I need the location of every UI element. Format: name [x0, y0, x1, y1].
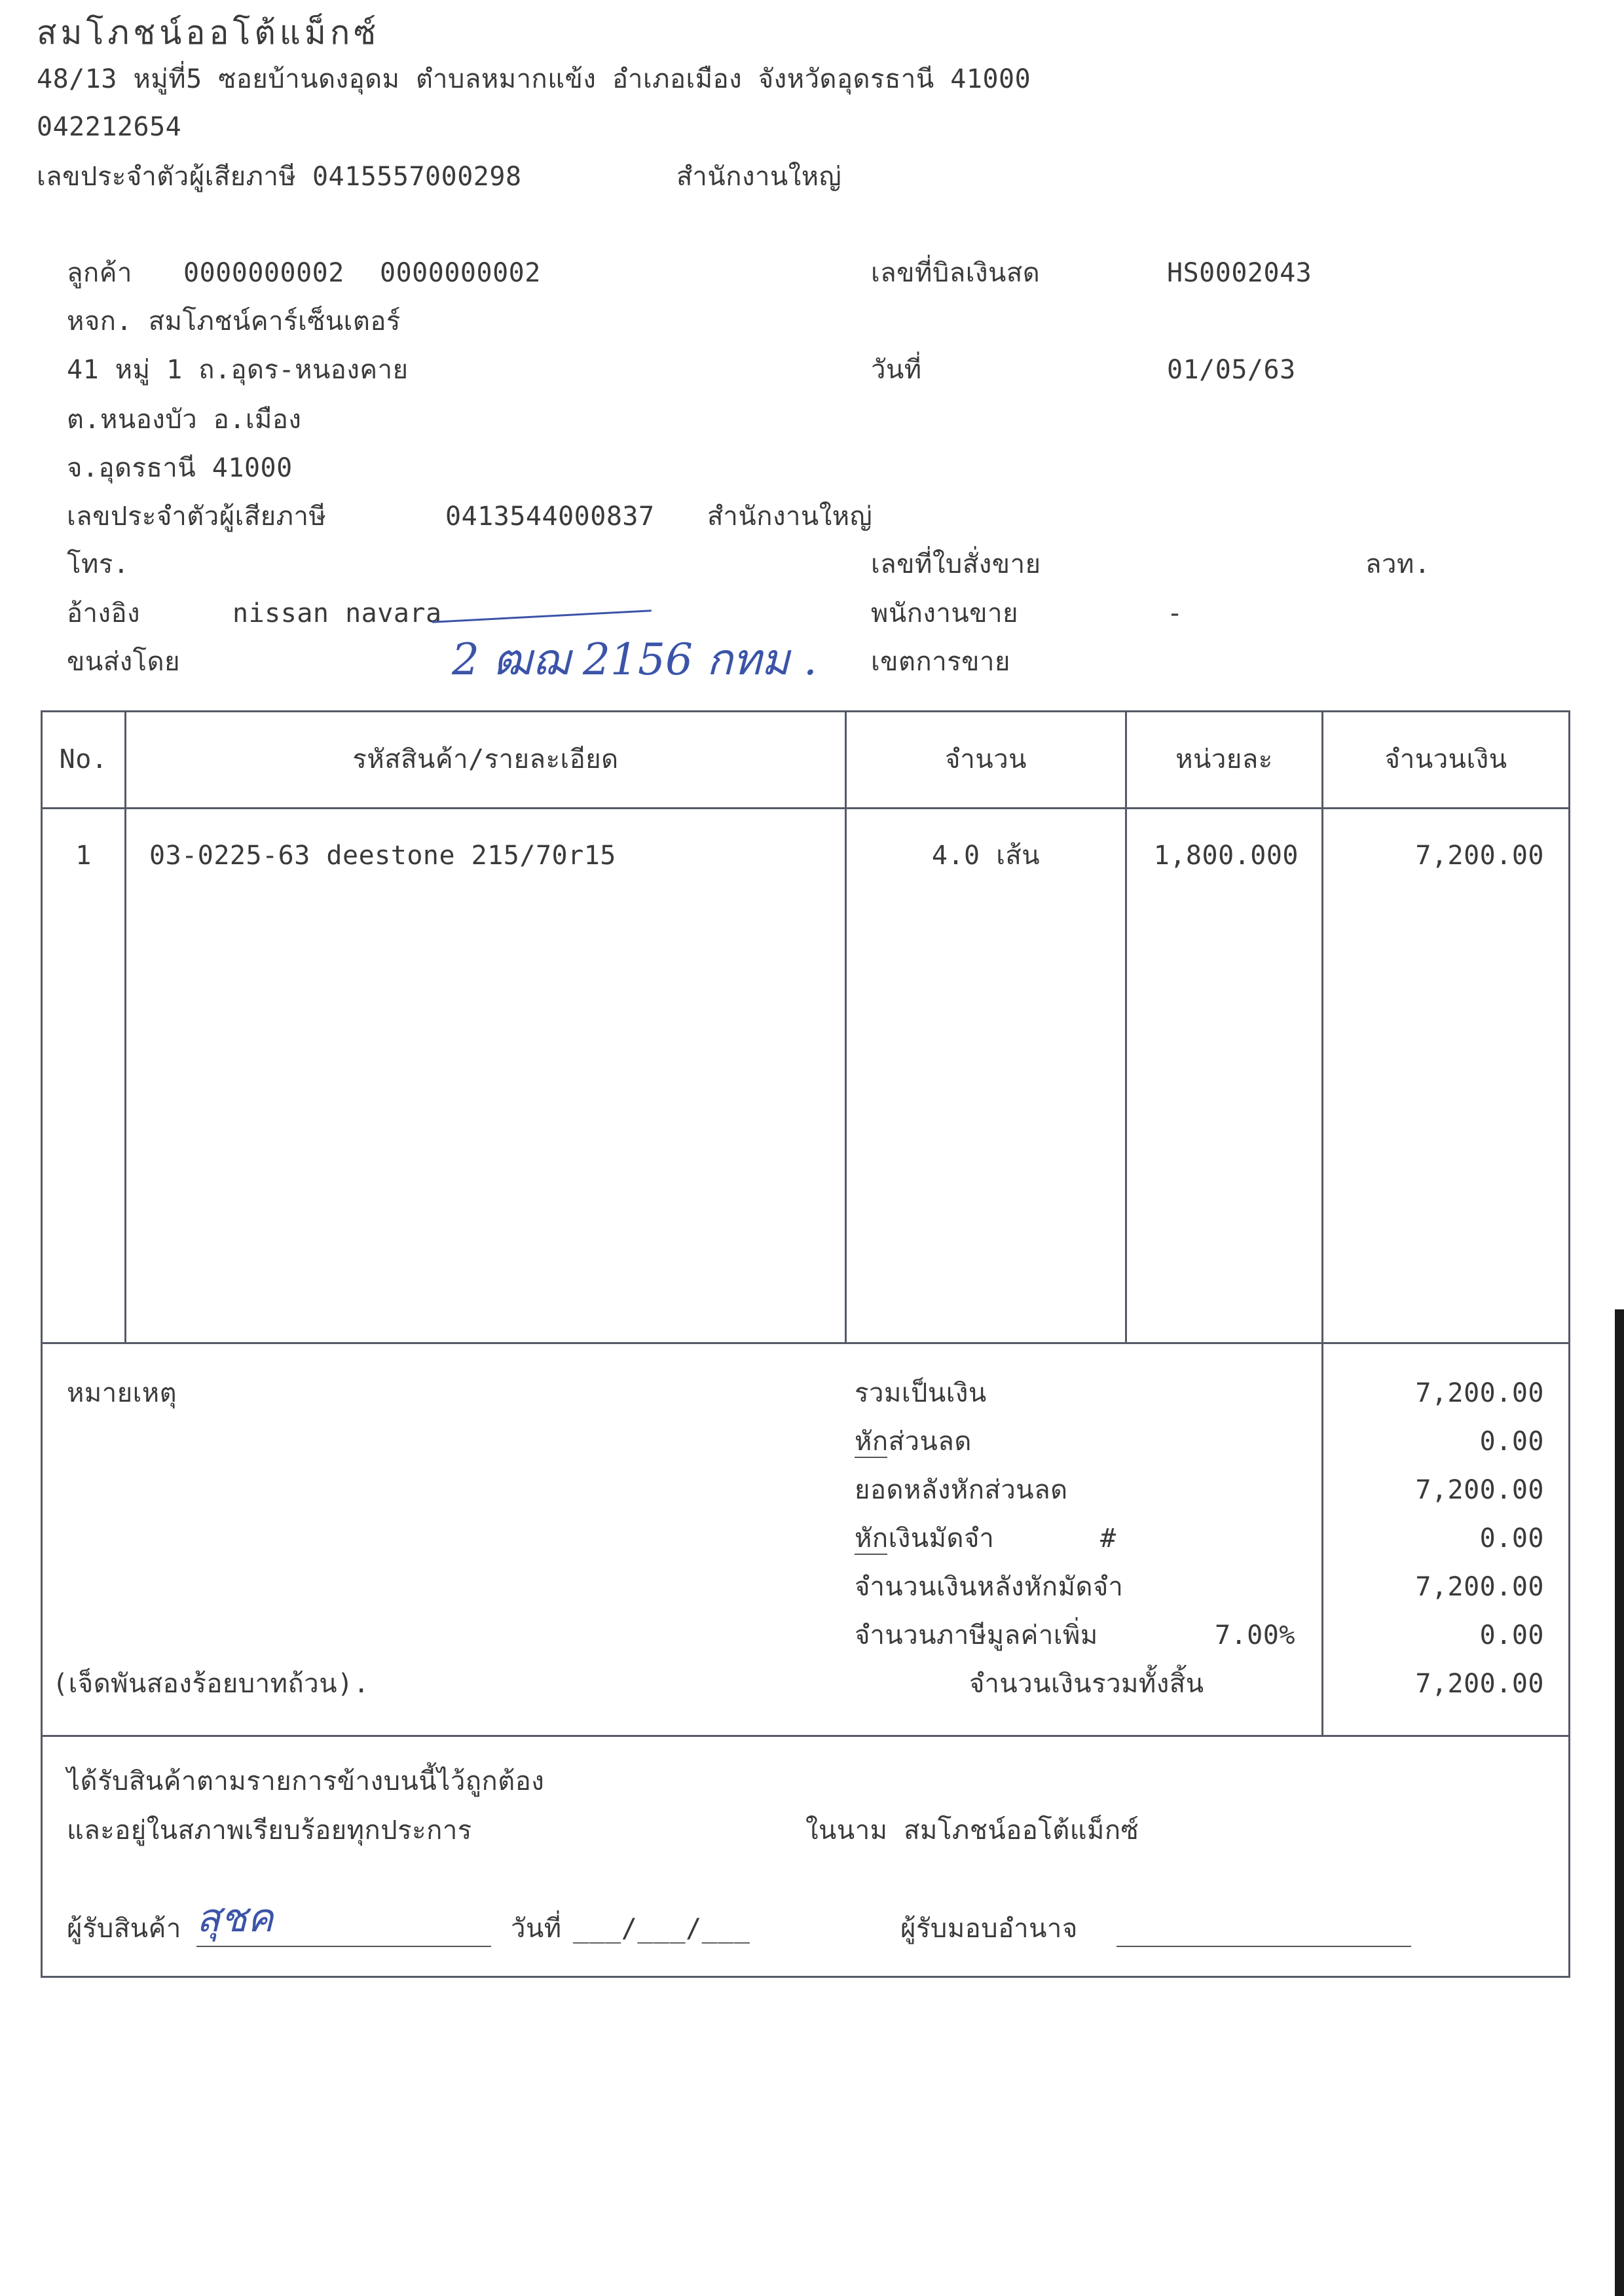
- subtotal-value: 7,200.00: [1415, 1378, 1544, 1408]
- handwritten-strikethrough: [432, 610, 652, 623]
- discount-value: 0.00: [1479, 1427, 1544, 1457]
- customer-tax-label: เลขประจำตัวผู้เสียภาษี: [67, 501, 327, 532]
- deposit-value: 0.00: [1479, 1523, 1544, 1554]
- reference-label: อ้างอิง: [67, 598, 141, 629]
- vat-rate: 7.00%: [1215, 1620, 1295, 1650]
- receive-date-blank: ___/___/___: [573, 1914, 750, 1944]
- authorized-label: ผู้รับมอบอำนาจ: [900, 1914, 1078, 1944]
- deposit-underline: [855, 1554, 887, 1555]
- customer-code-1: 0000000002: [183, 258, 344, 288]
- customer-address-2: ต.หนองบัว อ.เมือง: [67, 405, 302, 435]
- sales-order-suffix: ลวท.: [1365, 549, 1431, 579]
- customer-branch: สำนักงานใหญ่: [707, 501, 873, 532]
- company-name: สมโภชน์ออโต้แม็กซ์: [37, 14, 380, 52]
- header-no: No.: [59, 744, 108, 774]
- col-divider-3: [1125, 710, 1127, 1344]
- bill-number-label: เลขที่บิลเงินสด: [871, 258, 1041, 288]
- bill-number: HS0002043: [1167, 258, 1312, 288]
- customer-name: หจก. สมโภชน์คาร์เซ็นเตอร์: [67, 306, 401, 337]
- table-body-bottom: [41, 1342, 1570, 1344]
- receiver-signature-line: [196, 1946, 491, 1947]
- discount-underline: [855, 1457, 887, 1458]
- deposit-label: หักเงินมัดจำ: [855, 1523, 995, 1554]
- customer-label: ลูกค้า: [67, 258, 132, 288]
- sales-area-label: เขตการขาย: [871, 647, 1010, 677]
- customer-address-3: จ.อุดรธานี 41000: [67, 453, 293, 483]
- header-description: รหัสสินค้า/รายละเอียด: [352, 744, 619, 774]
- header-amount: จำนวนเงิน: [1384, 744, 1507, 774]
- handwritten-license-plate: 2 ฒฌ 2156 กทม .: [452, 634, 817, 685]
- after-deposit-value: 7,200.00: [1415, 1572, 1544, 1602]
- frame-left: [41, 710, 43, 1978]
- receiver-label: ผู้รับสินค้า: [67, 1914, 181, 1944]
- receive-date-label: วันที่: [511, 1914, 562, 1944]
- on-behalf-of: ในนาม สมโภชน์ออโต้แม็กซ์: [805, 1815, 1139, 1846]
- salesperson-label: พนักงานขาย: [871, 598, 1019, 629]
- customer-address-1: 41 หมู่ 1 ถ.อุดร-หนองคาย: [67, 355, 409, 385]
- frame-right: [1568, 710, 1570, 1978]
- after-discount-label: ยอดหลังหักส่วนลด: [855, 1475, 1068, 1505]
- reference-value: nissan navara: [232, 598, 442, 629]
- header-quantity: จำนวน: [944, 744, 1027, 774]
- phone-label: โทร.: [67, 549, 130, 579]
- col-divider-2: [845, 710, 847, 1344]
- totals-bottom-border: [41, 1735, 1570, 1737]
- row-unit-price: 1,800.000: [1153, 841, 1299, 871]
- company-tax-id: เลขประจำตัวผู้เสียภาษี 0415557000298: [37, 162, 522, 192]
- row-amount: 7,200.00: [1415, 841, 1544, 871]
- company-address: 48/13 หมู่ที่5 ซอยบ้านดงอุดม ตำบลหมากแข้ง อำเภอเมือง จังหวัดอุดรธานี 41000: [37, 64, 1031, 94]
- shipping-label: ขนส่งโดย: [67, 647, 181, 677]
- vat-label: จำนวนภาษีมูลค่าเพิ่ม: [855, 1620, 1098, 1650]
- company-branch: สำนักงานใหญ่: [676, 162, 842, 192]
- col-divider-1: [124, 710, 126, 1344]
- vat-value: 0.00: [1479, 1620, 1544, 1650]
- after-discount-value: 7,200.00: [1415, 1475, 1544, 1505]
- bill-date-label: วันที่: [871, 355, 922, 385]
- customer-code-2: 0000000002: [380, 258, 541, 288]
- amount-in-words: (เจ็ดพันสองร้อยบาทถ้วน).: [52, 1669, 370, 1699]
- received-statement-2: และอยู่ในสภาพเรียบร้อยทุกประการ: [67, 1815, 472, 1846]
- after-deposit-label: จำนวนเงินหลังหักมัดจำ: [855, 1572, 1124, 1602]
- bill-date: 01/05/63: [1167, 355, 1296, 385]
- company-phone: 042212654: [37, 112, 182, 142]
- scan-edge-shadow: [1615, 1309, 1624, 2296]
- grand-total-value: 7,200.00: [1415, 1669, 1544, 1699]
- row-description: 03-0225-63 deestone 215/70r15: [149, 841, 616, 871]
- table-top-border: [41, 710, 1570, 712]
- subtotal-label: รวมเป็นเงิน: [855, 1378, 987, 1408]
- received-statement-1: ได้รับสินค้าตามรายการข้างบนนี้ไว้ถูกต้อง: [67, 1766, 545, 1796]
- sales-order-label: เลขที่ใบสั่งขาย: [871, 549, 1041, 579]
- deposit-hash: #: [1100, 1523, 1116, 1554]
- row-no: 1: [75, 841, 92, 871]
- receiver-signature: สุชค: [196, 1895, 274, 1941]
- row-quantity: 4.0 เส้น: [931, 841, 1041, 871]
- discount-label: หักส่วนลด: [855, 1427, 972, 1457]
- footer-bottom-border: [41, 1976, 1570, 1978]
- salesperson-value: -: [1167, 598, 1183, 629]
- remark-label: หมายเหตุ: [67, 1378, 177, 1408]
- authorized-signature-line: [1116, 1946, 1411, 1947]
- customer-tax-id: 0413544000837: [445, 501, 655, 532]
- grand-total-label: จำนวนเงินรวมทั้งสิ้น: [969, 1669, 1204, 1699]
- header-unit-price: หน่วยละ: [1175, 744, 1273, 774]
- table-header-divider: [41, 807, 1570, 809]
